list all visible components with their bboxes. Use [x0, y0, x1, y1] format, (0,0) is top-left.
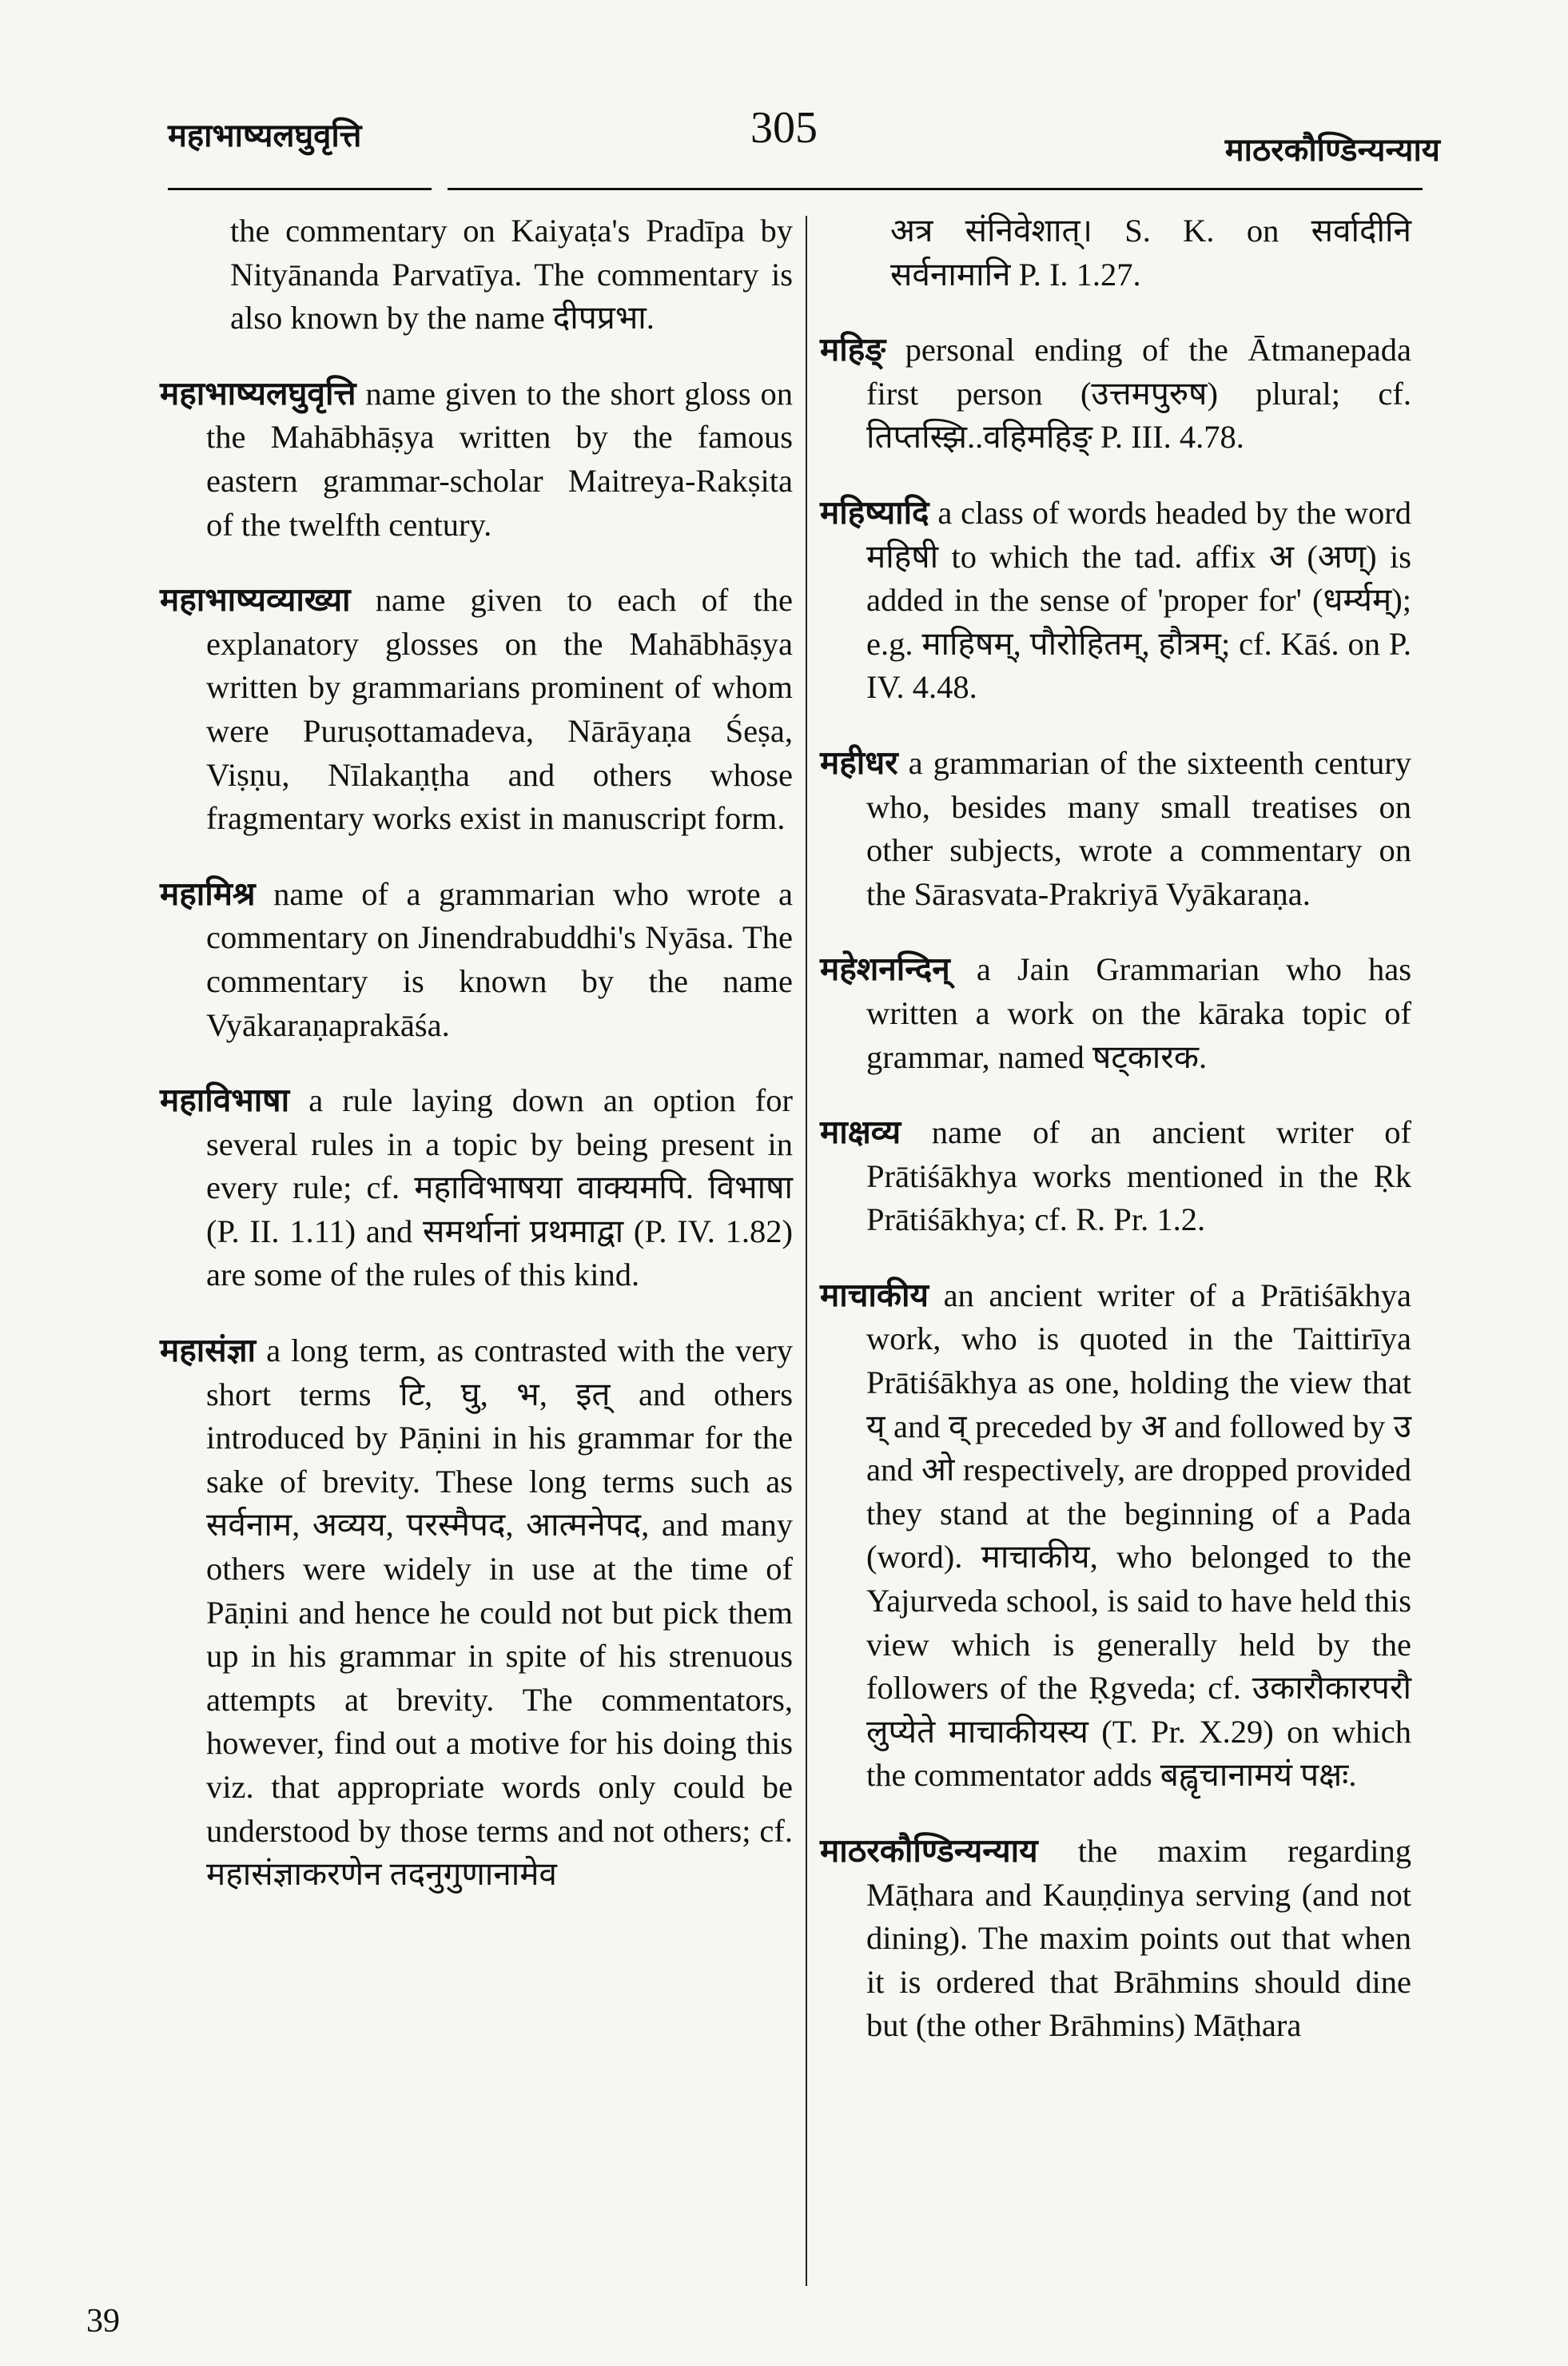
right-column: [820, 209, 1411, 2080]
dictionary-entry: [820, 329, 1411, 460]
continued-entry-text: अत्र संनिवेशात्। S. K. on सर्वादीनि सर्वनामानि P. I. 1.27.: [890, 213, 1411, 293]
entry-headword: महासंज्ञा: [160, 1332, 257, 1369]
running-head-left: महाभाष्यलघुवृत्ति: [168, 118, 362, 153]
entry-definition: name of a grammarian who wrote a commentary on Jinendrabuddhi's Nyāsa. The commentary is known by the name Vyākaraṇaprakāśa.: [206, 875, 793, 1043]
entry-headword: माक्षव्य: [820, 1114, 901, 1151]
continued-entry-text: the commentary on Kaiyaṭa's Pradīpa by Nityānanda Parvatīya. The commentary is also known by the name दीपप्रभा.: [230, 213, 793, 337]
dictionary-entry: [820, 1830, 1411, 2048]
entry-headword: महीधर: [820, 744, 898, 781]
page-number: 305: [750, 103, 818, 153]
dictionary-entry: [820, 492, 1411, 710]
dictionary-entry: [820, 948, 1411, 1079]
entry-headword: महाभाष्यव्याख्या: [160, 582, 351, 619]
dictionary-entry: [160, 1079, 793, 1297]
entry-headword: माचाकीय: [820, 1277, 929, 1313]
dictionary-entry: [160, 372, 793, 547]
entry-definition: name of an ancient writer of Prātiśākhya works mentioned in the Ṛk Prātiśākhya; cf. R. Pr. 1.2.: [866, 1114, 1412, 1238]
entry-definition: a grammarian of the sixteenth century who, besides many small treatises on other subjects, wrote a commentary on the Sārasvata-Prakriyā Vyākaraṇa.: [866, 744, 1411, 912]
entry-definition: a long term, as contrasted with the very short terms टि, घु, भ, इत् and others introduced by Pāṇini in his grammar for the sake of brevity. These long terms such as सर्वनाम, अव्यय, परस्मैपद, आत्मनेपद, and many others were widely in use at the time of Pāṇini and hence he could not but pick them up in his grammar in spite of his strenuous attempts at brevity. The commentators, however, find out a motive for his doing this viz. that appropriate words only could be understood by those terms and not others; cf. महासंज्ञाकरणेन तदनुगुणानामेव: [206, 1332, 794, 1893]
dictionary-entry: [160, 873, 793, 1047]
dictionary-entry: [160, 579, 793, 841]
dictionary-entry: [820, 742, 1411, 916]
running-head-right: माठरकौण्डिन्यन्याय: [1224, 132, 1440, 168]
header-rule-left: [168, 188, 432, 190]
dictionary-entry: [820, 1274, 1411, 1798]
left-column: [160, 209, 793, 1929]
entry-headword: महाभाष्यलघुवृत्ति: [160, 375, 356, 412]
entry-headword: महिष्यादि: [820, 494, 929, 531]
entry-headword: माठरकौण्डिन्यन्याय: [820, 1833, 1038, 1869]
dictionary-entry: [160, 1329, 793, 1897]
entry-definition: an ancient writer of a Prātiśākhya work, who is quoted in the Taittirīya Prātiśākhya as one, holding the view that य् and व् preceded by अ and followed by उ and ओ respectively, are dropped provided they stand at the beginning of a Pada (word). माचाकीय, who belonged to the Yajurveda school, is said to have held this view which is generally held by the followers of the Ṛgveda; cf. उकारौकारपरौ लुप्येते माचाकीयस्य (T. Pr. X.29) on which the commentator adds बह्वृचानामयं पक्षः.: [866, 1277, 1411, 1794]
dictionary-entry: [820, 1111, 1411, 1242]
entry-definition: name given to each of the explanatory glosses on the Mahābhāṣya written by grammarians prominent of whom were Puruṣottamadeva, Nārāyaṇa Śeṣa, Viṣṇu, Nīlakaṇṭha and others whose fragmentary works exist in manuscript form.: [206, 582, 794, 837]
header-rule-right: [448, 188, 1423, 190]
entry-headword: महामिश्र: [160, 875, 256, 912]
entry-definition: the maxim regarding Māṭhara and Kauṇḍinya serving (and not dining). The maxim points out that when it is ordered that Brāhmins should dine but (the other Brāhmins) Māṭhara: [866, 1833, 1412, 2044]
entry-definition: name given to the short gloss on the Mahābhāṣya written by the famous eastern grammar-scholar Maitreya-Rakṣita of the twelfth century.: [206, 375, 793, 543]
entry-definition: a Jain Grammarian who has written a work on the kāraka topic of grammar, named षट्कारक.: [866, 951, 1412, 1075]
column-divider: [806, 216, 807, 2286]
entry-definition: personal ending of the Ātmanepada first person (उत्तमपुरुष) plural; cf. तिप्तस्झि..वहिमहिङ् P. III. 4.78.: [866, 332, 1412, 456]
signature-mark: 39: [86, 2303, 120, 2340]
entry-definition: a class of words headed by the word महिषी to which the tad. affix अ (अण्) is added in the sense of 'proper for' (धर्म्यम्); e.g. माहिषम्, पौरोहितम्, हौत्रम्; cf. Kāś. on P. IV. 4.48.: [866, 494, 1411, 706]
entry-headword: महिङ्: [820, 332, 886, 368]
entry-headword: महाविभाषा: [160, 1082, 290, 1119]
entry-headword: महेशनन्दिन्: [820, 951, 950, 988]
entry-definition: a rule laying down an option for several rules in a topic by being present in every rule; cf. महाविभाषया वाक्यमपि. विभाषा (P. II. 1.11) and समर्थानां प्रथमाद्वा (P. IV. 1.82) are some of the rules of this kind.: [206, 1082, 794, 1293]
